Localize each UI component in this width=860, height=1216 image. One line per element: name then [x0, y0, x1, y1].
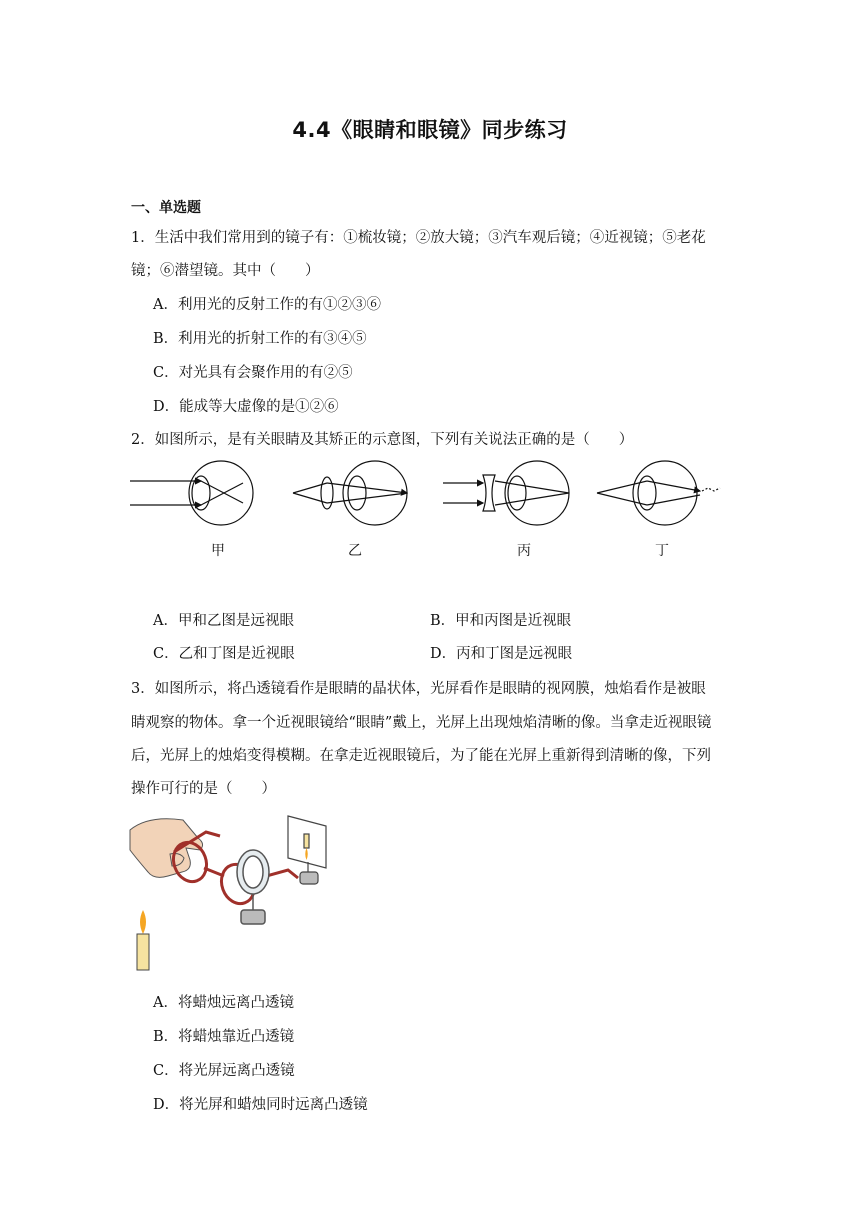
q3-stem-line2: 睛观察的物体。拿一个近视眼镜给“眼睛”戴上，光屏上出现烛焰清晰的像。当拿走近视眼镜	[131, 715, 712, 731]
q3-option-b[interactable]: B．将蜡烛靠近凸透镜	[153, 1029, 295, 1045]
section-heading: 一、单选题	[131, 200, 201, 216]
q2-option-d[interactable]: D．丙和丁图是远视眼	[430, 646, 573, 662]
candle-illustration	[137, 910, 149, 970]
convex-lens-stand	[237, 850, 269, 924]
q1-stem-line1: 1．生活中我们常用到的镜子有：①梳妆镜；②放大镜；③汽车观后镜；④近视镜；⑤老花	[131, 230, 706, 246]
q3-option-d[interactable]: D．将光屏和蜡烛同时远离凸透镜	[153, 1097, 368, 1113]
hand-illustration	[130, 819, 203, 878]
q3-option-c[interactable]: C．将光屏远离凸透镜	[153, 1063, 295, 1079]
label-yi: 乙	[348, 543, 362, 559]
q2-stem: 2．如图所示，是有关眼睛及其矫正的示意图，下列有关说法正确的是（ ）	[131, 432, 634, 448]
label-jia: 甲	[211, 543, 225, 559]
q1-option-c[interactable]: C．对光具有会聚作用的有②⑤	[153, 365, 353, 381]
eye-diagram-yi	[293, 461, 407, 525]
q2-option-c[interactable]: C．乙和丁图是近视眼	[153, 646, 295, 662]
label-bing: 丙	[517, 543, 531, 559]
q3-option-a[interactable]: A．将蜡烛远离凸透镜	[153, 995, 294, 1011]
q3-stem-line1: 3．如图所示，将凸透镜看作是眼睛的晶状体，光屏看作是眼睛的视网膜，烛焰看作是被眼	[131, 681, 706, 697]
page-title: 4.4《眼睛和眼镜》同步练习	[292, 118, 568, 142]
q2-option-a[interactable]: A．甲和乙图是远视眼	[153, 613, 294, 629]
eye-diagram-bing	[443, 461, 569, 525]
q3-stem-line4: 操作可行的是（ ）	[131, 781, 276, 797]
label-ding: 丁	[655, 543, 669, 559]
q3-stem-line3: 后，光屏上的烛焰变得模糊。在拿走近视眼镜后，为了能在光屏上重新得到清晰的像，下列	[131, 748, 711, 764]
q2-eye-diagrams	[125, 455, 740, 565]
q1-option-a[interactable]: A．利用光的反射工作的有①②③⑥	[153, 297, 381, 313]
eye-diagram-jia	[130, 461, 253, 525]
q1-stem-line2: 镜；⑥潜望镜。其中（ ）	[131, 263, 320, 279]
eye-diagram-ding	[597, 461, 720, 525]
q1-option-b[interactable]: B．利用光的折射工作的有③④⑤	[153, 331, 367, 347]
q1-option-d[interactable]: D．能成等大虚像的是①②⑥	[153, 399, 339, 415]
q3-experiment-figure	[128, 810, 338, 975]
q2-option-b[interactable]: B．甲和丙图是近视眼	[430, 613, 572, 629]
